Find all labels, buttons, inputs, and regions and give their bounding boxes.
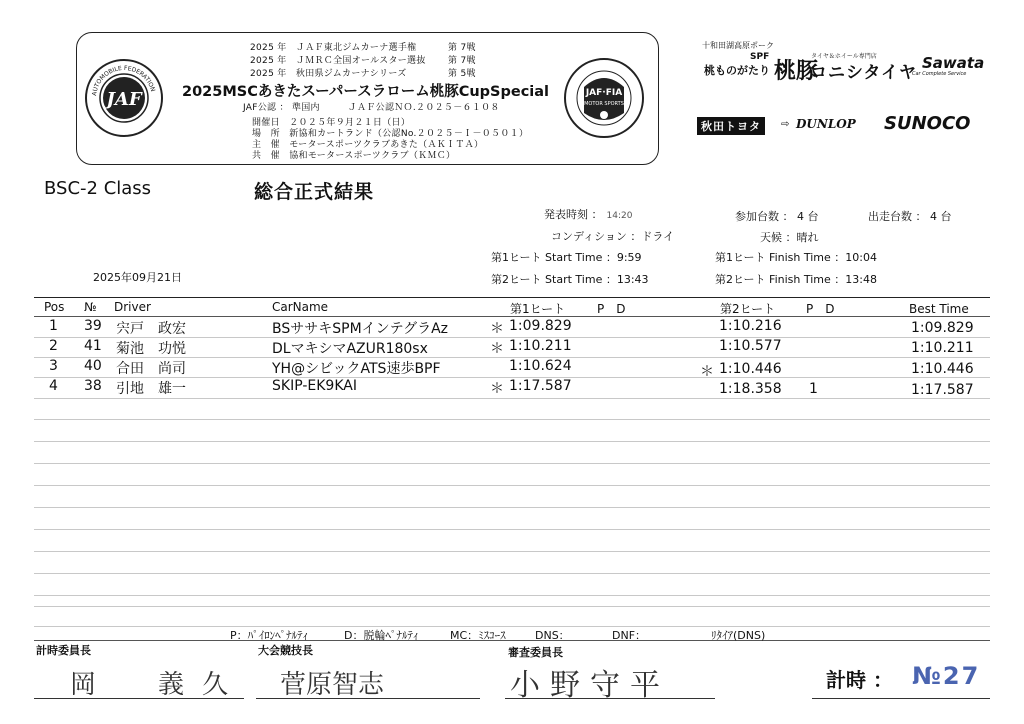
- table-header-rule: [34, 316, 990, 317]
- sponsor-momobuta-spf: SPF: [750, 52, 770, 62]
- row-rule: [34, 606, 990, 607]
- row-rule: [34, 463, 990, 464]
- detail-date: 開催日 ２０２５年９月２１日（日）: [252, 118, 411, 128]
- row-rule: [34, 573, 990, 574]
- legend-miscourse: MC：ﾐｽｺｰｽ: [450, 629, 506, 642]
- row-rule: [34, 357, 990, 358]
- series-line-3: 2025 年 秋田県ジムカーナシリーズ 第 5戦: [250, 69, 476, 79]
- timing-number: №27: [912, 662, 981, 690]
- col-car: CarName: [272, 300, 329, 314]
- col-no: №: [84, 300, 97, 314]
- col-pos: Pos: [44, 300, 65, 314]
- svg-text:AUTOMOBILE FEDERATION: AUTOMOBILE FEDERATION: [91, 64, 157, 97]
- dunlop-icon: ⇨: [781, 119, 790, 130]
- timing-label: 計時 ：: [826, 668, 893, 692]
- sponsor-momobuta-main: 桃豚: [774, 58, 819, 84]
- timing-chief-signature: 岡 義久: [70, 670, 247, 700]
- row-rule: [34, 551, 990, 552]
- row-rule: [34, 626, 990, 627]
- table-top-rule: [34, 297, 990, 298]
- signature-line: [256, 698, 480, 699]
- timing-chief-label: 計時委員長: [36, 644, 91, 657]
- sponsor-momobuta-small: 十和田湖高原ポーク: [702, 41, 774, 50]
- sponsor-dunlop: DUNLOP: [796, 117, 856, 131]
- steward-label: 審査委員長: [508, 646, 563, 659]
- row-rule: [34, 419, 990, 420]
- entries-count: 参加台数 ： 4 台: [735, 210, 819, 223]
- jaf-approval: JAF公認 ： 準国内 ＪＡＦ公認ＮＯ.２０２５－６１０８: [243, 103, 500, 113]
- timing-line: [812, 698, 990, 699]
- jaf-fia-logo-icon: [563, 57, 645, 139]
- col-best: Best Time: [909, 302, 969, 316]
- detail-coorganizer: 共 催 協和モータースポーツクラブ（ＫＭＣ）: [252, 151, 456, 161]
- sponsor-sunoco: SUNOCO: [884, 113, 971, 134]
- col-driver: Driver: [114, 300, 151, 314]
- sponsor-sawata-sub: Car Complete Service: [912, 71, 967, 77]
- director-label: 大会競技長: [258, 644, 313, 657]
- signature-line: [34, 698, 244, 699]
- row-rule: [34, 377, 990, 378]
- sponsor-sawata-main: Sawata: [922, 54, 985, 72]
- table-row: 2 41 菊池 功悦 DLマキシマAZUR180sx ＊ 1:10.211 1:10.577 1:10.211: [49, 338, 974, 357]
- sponsor-konishi-small: タイヤ＆ホイール専門店: [811, 53, 877, 60]
- announce-time: 発表時刻 ： 14:20: [544, 208, 633, 221]
- starters-count: 出走台数 ： 4 台: [868, 210, 952, 223]
- heat2-finish: 第2ヒート Finish Time ：13:48: [715, 273, 877, 286]
- heat1-start: 第1ヒート Start Time ：9:59: [491, 251, 642, 264]
- row-rule: [34, 595, 990, 596]
- sponsor-akita-toyota: 秋田トヨタ: [697, 117, 765, 135]
- legend-dns: DNS：: [535, 629, 570, 642]
- weather: 天候 ：晴れ: [760, 231, 819, 244]
- row-rule: [34, 507, 990, 508]
- legend-wheel-off: D：脱輪ﾍﾟﾅﾙﾃｨ: [344, 629, 419, 642]
- row-rule: [34, 441, 990, 442]
- director-signature: 菅原智志: [280, 670, 385, 700]
- row-rule: [34, 529, 990, 530]
- legend-pylon: P：ﾊﾟｲﾛﾝﾍﾟﾅﾙﾃｨ: [230, 629, 309, 642]
- col-pd1: P D: [597, 302, 626, 316]
- row-rule: [34, 337, 990, 338]
- legend-dnf: DNF：: [612, 629, 647, 642]
- heat2-start: 第2ヒート Start Time ：13:43: [491, 273, 649, 286]
- svg-text:JAF·FIA: JAF·FIA: [585, 88, 623, 98]
- sponsor-konishi-main: コニシタイヤ: [810, 63, 917, 83]
- series-line-2: 2025 年 ＪＭＲＣ全国オールスター選抜 第 7戦: [250, 56, 476, 66]
- event-title: 2025MSCあきたスーパースラローム桃豚CupSpecial: [182, 84, 550, 100]
- jaf-logo-icon: [84, 58, 164, 138]
- table-row: 1 39 宍戸 政宏 BSササキSPMインテグラAz ＊ 1:09.829 1:10.216 1:09.829: [49, 318, 974, 337]
- sponsor-momobuta-prefix: 桃ものがたり: [704, 64, 770, 77]
- row-rule: [34, 485, 990, 486]
- heat1-finish: 第1ヒート Finish Time ：10:04: [715, 251, 877, 264]
- condition: コンディション ：ドライ: [551, 230, 675, 243]
- doc-title: 総合正式結果: [254, 181, 375, 203]
- col-heat2: 第2ヒート: [720, 302, 776, 316]
- detail-venue: 場 所 新協和カートランド（公認No.２０２５－Ｉ－０５０１）: [252, 129, 529, 139]
- col-heat1: 第1ヒート: [510, 302, 566, 316]
- signature-line: [505, 698, 715, 699]
- row-rule: [34, 398, 990, 399]
- table-bottom-rule: [34, 640, 990, 641]
- svg-text:JAF: JAF: [106, 89, 142, 110]
- col-pd2: P D: [806, 302, 835, 316]
- result-date: 2025年09月21日: [93, 271, 182, 284]
- table-row: 4 38 引地 雄一 SKIP-EK9KAI ＊ 1:17.587 1:18.358 1 1:17.587: [49, 378, 974, 398]
- detail-organizer: 主 催 モータースポーツクラブあきた（ＡＫＩＴＡ）: [252, 140, 484, 150]
- legend-retire: ﾘﾀｲｱ(DNS): [711, 629, 766, 642]
- series-line-1: 2025 年 ＪＡＦ東北ジムカーナ選手権 第 7戦: [250, 43, 476, 53]
- table-row: 3 40 合田 尚司 YH@シビックATS速歩BPF 1:10.624 ＊ 1:10.446 1:10.446: [49, 358, 974, 380]
- steward-signature: 小野守平: [510, 668, 670, 703]
- svg-text:MOTOR SPORTS: MOTOR SPORTS: [584, 101, 624, 107]
- class-label: BSC-2 Class: [44, 178, 152, 199]
